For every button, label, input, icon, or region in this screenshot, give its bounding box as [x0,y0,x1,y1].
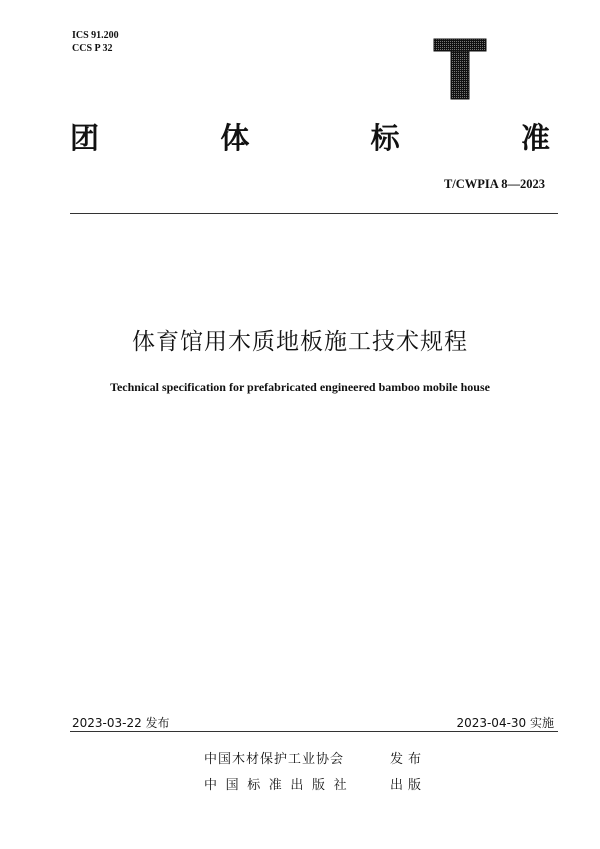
publisher-name: 中国标准出版社 [204,778,356,793]
classification-codes [72,29,119,55]
standard-type-heading [70,118,550,158]
title-english: Technical specification for prefabricated engineered bamboo mobile house [110,380,490,394]
publisher-role: 出版 [390,778,427,793]
ics-code: ICS 91.200 [72,30,119,41]
ccs-code: CCS P 32 [72,43,113,54]
standard-type-char: 标 [370,121,400,155]
standard-logo-t [432,37,488,101]
standard-type-char: 准 [520,121,550,155]
title-chinese: 体育馆用木质地板施工技术规程 [132,329,468,355]
publisher-role: 发布 [390,752,427,767]
standard-type-char: 体 [220,121,250,155]
standard-number: T/CWPIA 8—2023 [443,177,545,191]
bottom-divider [70,731,558,732]
standard-type-char: 团 [70,121,100,155]
implementation-date: 2023-04-30 实施 [456,716,554,730]
top-divider [70,213,558,214]
publisher-name: 中国木材保护工业协会 [204,752,345,767]
issue-date: 2023-03-22 发布 [72,716,170,730]
